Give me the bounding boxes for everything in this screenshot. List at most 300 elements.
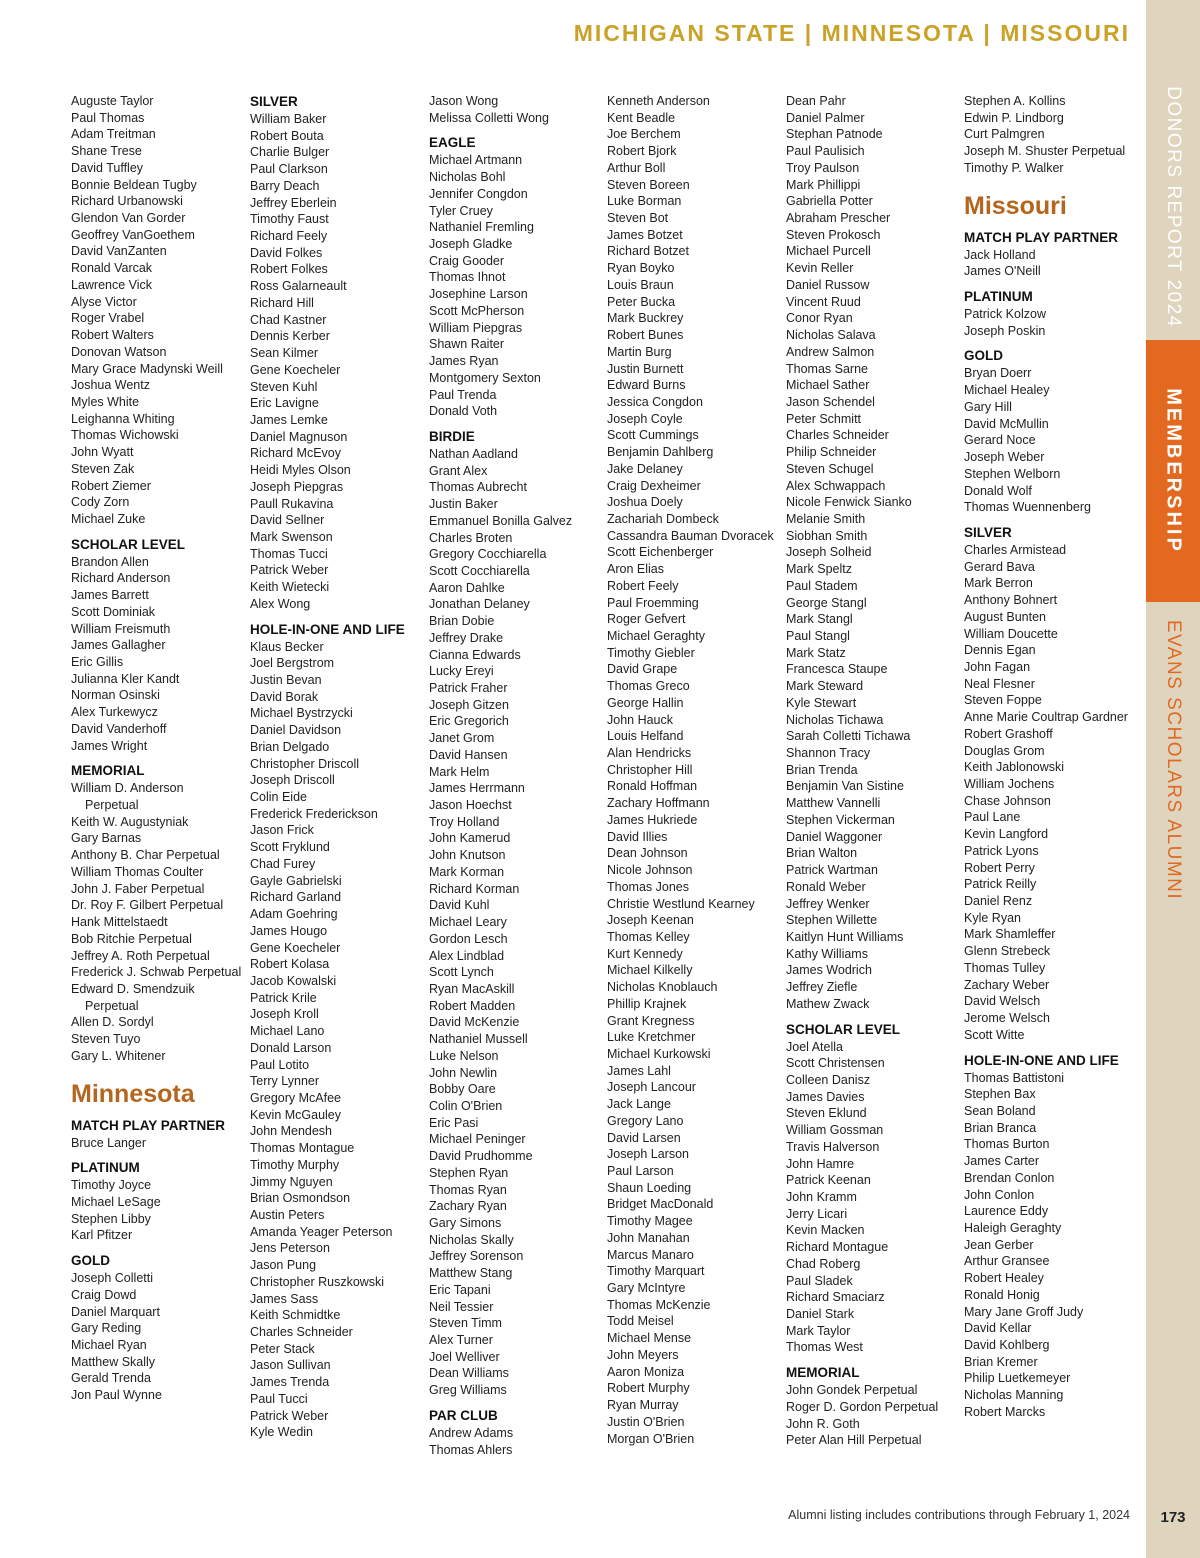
donor-name: Dean Johnson (607, 846, 688, 861)
donor-name: Alan Hendricks (607, 746, 692, 761)
donor-name: Steven Schugel (786, 461, 874, 476)
donor-name: Paul Stangl (786, 629, 850, 643)
donor-name: Christopher Hill (607, 762, 693, 777)
donor-name: Michael Sather (786, 378, 870, 393)
donor-name: Shannon Tracy (786, 746, 871, 761)
donor-name: Joseph Solheid (786, 545, 872, 560)
donor-name: David Larsen (607, 1130, 681, 1145)
donor-name: Alex Wong (250, 596, 311, 611)
donor-name: Mathew Zwack (786, 996, 870, 1011)
donor-name: John Meyers (607, 1347, 679, 1362)
donor-name: Eric Gregorich (429, 714, 509, 729)
donor-name: Greg Williams (429, 1383, 507, 1398)
donor-name: Jason Hoechst (429, 798, 512, 813)
donor-name: James Barrett (71, 588, 149, 603)
donor-name: Lawrence Vick (71, 277, 153, 292)
donor-name: Abraham Prescher (786, 211, 891, 226)
sidebar-alumni-label: EVANS SCHOLARS ALUMNI (1163, 619, 1184, 901)
donor-name: David Borak (250, 689, 319, 704)
donor-name: Mary Grace Madynski Weill (71, 361, 223, 376)
donor-name: John Wyatt (71, 445, 134, 460)
level-heading: GOLD (71, 1253, 110, 1269)
donor-name: William Freismuth (71, 621, 171, 636)
donor-name: Roger Gefvert (607, 612, 686, 627)
donor-name: James O'Neill (964, 264, 1041, 279)
donor-name: Shane Trese (71, 144, 142, 159)
donor-name: Joseph Piepgras (250, 479, 344, 494)
donor-name: Richard Urbanowski (71, 194, 183, 209)
donor-name: Todd Meisel (607, 1314, 674, 1329)
donor-name: Joseph Gitzen (429, 697, 509, 712)
donor-name: Timothy Faust (250, 212, 329, 227)
donor-name: Stephen Willette (786, 913, 878, 928)
donor-name: Arthur Gransee (964, 1254, 1050, 1269)
level-heading: MATCH PLAY PARTNER (964, 229, 1119, 245)
donor-name: Bridget MacDonald (607, 1197, 714, 1212)
donor-name: Michael Mense (607, 1331, 692, 1346)
donor-name: Jason Wong (429, 94, 499, 108)
donor-name: Paul Paulisich (786, 144, 865, 159)
donor-name: Robert Ziemer (71, 478, 151, 493)
donor-name: Jean Gerber (964, 1237, 1034, 1252)
donor-name: Thomas Tulley (964, 960, 1046, 975)
column-1 (71, 93, 243, 1404)
donor-name: Scott Christensen (786, 1056, 885, 1071)
donor-name: Troy Paulson (786, 160, 860, 175)
donor-name: William Jochens (964, 777, 1055, 791)
donor-name: Patrick Weber (250, 563, 329, 578)
donor-name: Gary Hill (964, 399, 1012, 414)
donor-name: Thomas Sarne (786, 361, 868, 376)
donor-name: Nicholas Knoblauch (607, 980, 718, 995)
donor-name: John Knutson (429, 848, 506, 863)
donor-name: Joshua Wentz (71, 378, 150, 393)
donor-name: Gerard Noce (964, 433, 1036, 448)
donor-name: Jon Paul Wynne (71, 1388, 162, 1403)
donor-name: Steven Eklund (786, 1106, 867, 1121)
donor-name: Julianna Kler Kandt (71, 671, 180, 686)
donor-name: Anthony Bohnert (964, 593, 1058, 608)
donor-name: Brandon Allen (71, 554, 149, 569)
donor-name: Joe Berchem (607, 127, 681, 142)
donor-name: Joseph Larson (607, 1147, 690, 1162)
donor-name: Benjamin Dahlberg (607, 445, 714, 460)
donor-name: John R. Goth (786, 1416, 860, 1431)
donor-name: Ross Galarneault (250, 279, 347, 294)
donor-name: Thomas Jones (607, 879, 689, 894)
donor-name: Gayle Gabrielski (250, 873, 342, 888)
donor-name: Paul Froemming (607, 595, 699, 610)
donor-name: Joel Atella (786, 1039, 843, 1054)
donor-name: Luke Borman (607, 194, 682, 209)
donor-name: Donald Voth (429, 404, 498, 419)
donor-name: Michael Artmann (429, 153, 523, 168)
donor-name: David Tuffley (71, 160, 144, 175)
donor-name: Myles White (71, 394, 140, 409)
donor-name: Austin Peters (250, 1208, 325, 1222)
donor-name: Scott Cummings (607, 428, 699, 443)
donor-name: Richard Korman (429, 881, 520, 896)
donor-name: Matthew Vannelli (786, 796, 881, 811)
donor-name: Michael Healey (964, 383, 1050, 398)
donor-name: Daniel Russow (786, 277, 870, 292)
donor-name: Neil Tessier (429, 1299, 494, 1314)
level-heading: MATCH PLAY PARTNER (71, 1117, 226, 1133)
level-heading: SILVER (964, 524, 1012, 540)
donor-name: August Bunten (964, 609, 1047, 624)
donor-name: Steven Zak (71, 461, 135, 476)
donor-name: Scott Lynch (429, 965, 494, 980)
donor-name: Martin Burg (607, 344, 672, 359)
sidebar-report-label: DONORS REPORT 2024 (1163, 86, 1184, 328)
donor-name: Thomas Kelley (607, 929, 690, 944)
donor-name: Barry Deach (250, 178, 320, 193)
donor-name: Brian Branca (964, 1120, 1037, 1135)
donor-name: Aaron Dahlke (429, 580, 505, 595)
donor-name: Zachariah Dombeck (607, 511, 719, 526)
donor-name: Jason Sullivan (250, 1358, 331, 1373)
donor-name: Robert Feely (607, 578, 679, 593)
donor-name: Luke Kretchmer (607, 1030, 696, 1045)
donor-name: Kathy Williams (786, 946, 868, 961)
donor-name: Gary L. Whitener (71, 1048, 166, 1063)
level-heading: HOLE-IN-ONE AND LIFE (250, 621, 405, 637)
donor-name: Jason Pung (250, 1258, 317, 1273)
donor-name: Charles Armistead (964, 542, 1067, 557)
donor-name: Brendan Conlon (964, 1170, 1055, 1185)
donor-name: James Botzet (607, 227, 683, 242)
donor-name: Paul Clarkson (250, 162, 328, 177)
donor-name: Andrew Adams (429, 1425, 514, 1440)
donor-name: Daniel Renz (964, 894, 1033, 909)
donor-name: Nathan Aadland (429, 446, 518, 461)
donor-name: Robert Bunes (607, 328, 684, 343)
donor-name: Emmanuel Bonilla Galvez (429, 513, 573, 528)
donor-name: Stephen Welborn (964, 466, 1061, 481)
donor-name: James Gallagher (71, 638, 166, 653)
donor-name: Gary Barnas (71, 831, 142, 846)
donor-name: John Newlin (429, 1065, 498, 1080)
donor-name: Cody Zorn (71, 495, 130, 510)
level-heading: SCHOLAR LEVEL (786, 1021, 901, 1037)
donor-name: Kevin Reller (786, 261, 854, 276)
donor-name: Travis Halverson (786, 1139, 880, 1154)
donor-name: James Ryan (429, 354, 499, 369)
donor-name: Geoffrey VanGoethem (71, 227, 195, 242)
donor-name: Klaus Becker (250, 639, 324, 654)
donor-name: Thomas Ryan (429, 1182, 507, 1197)
donor-name: Christie Westlund Kearney (607, 896, 755, 911)
donor-name: Gene Koecheler (250, 362, 341, 377)
donor-name: Joseph Weber (964, 450, 1045, 465)
donor-name: Gordon Lesch (429, 931, 508, 946)
donor-name: Brian Trenda (786, 762, 858, 777)
donor-name: Glendon Van Gorder (71, 211, 186, 226)
donor-name: Jeffrey Drake (429, 630, 504, 645)
donor-name: Patrick Fraher (429, 681, 508, 695)
donor-name: John Manahan (607, 1230, 690, 1245)
donor-name: James Wodrich (786, 963, 872, 978)
column-3 (429, 93, 601, 1458)
donor-name: Mark Berron (964, 576, 1033, 591)
donor-name: David Kohlberg (964, 1338, 1050, 1352)
donor-name: Edward Burns (607, 378, 686, 393)
donor-name: Ronald Weber (786, 879, 866, 894)
donor-name: Marcus Manaro (607, 1247, 694, 1262)
donor-name: Nicole Fenwick Sianko (786, 495, 912, 510)
sidebar-tab (1146, 0, 1200, 1558)
donor-name: Siobhan Smith (786, 528, 868, 543)
donor-name: Aaron Moniza (607, 1364, 685, 1379)
donor-name: Kyle Ryan (964, 910, 1021, 925)
donor-name: Daniel Waggoner (786, 829, 883, 844)
donor-name: Jennifer Congdon (429, 186, 528, 201)
donor-name: Mark Korman (429, 864, 505, 879)
donor-name: Mark Statz (786, 645, 846, 660)
donor-name: David Hansen (429, 747, 508, 762)
donor-name: Charles Schneider (786, 428, 889, 443)
donor-name: Bruce Langer (71, 1135, 147, 1150)
donor-name: Thomas Burton (964, 1137, 1050, 1152)
donor-name: Mark Speltz (786, 562, 852, 577)
donor-name: Robert Bouta (250, 128, 324, 143)
donor-name: Patrick Keenan (786, 1173, 871, 1188)
donor-name: Perpetual (85, 798, 139, 813)
donor-name: Haleigh Geraghty (964, 1220, 1062, 1235)
donor-name: Timothy P. Walker (964, 160, 1064, 175)
donor-name: Matthew Skally (71, 1354, 156, 1369)
donor-name: Craig Dowd (71, 1287, 137, 1302)
donor-name: John Hauck (607, 712, 674, 727)
donor-name: Robert Madden (429, 998, 516, 1013)
donor-name: Richard Botzet (607, 244, 689, 259)
donor-name: Keith W. Augustyniak (71, 814, 189, 829)
level-heading: GOLD (964, 348, 1003, 364)
donor-name: Patrick Weber (250, 1408, 329, 1423)
donor-name: Thomas Ihnot (429, 270, 506, 285)
donor-name: Joseph Gladke (429, 237, 513, 252)
donor-name: Kevin Langford (964, 827, 1049, 842)
donor-name: Colleen Danisz (786, 1072, 871, 1087)
donor-name: Robert Grashoff (964, 726, 1053, 741)
donor-name: Richard McEvoy (250, 446, 341, 461)
column-4 (607, 93, 779, 1447)
donor-name: Keith Jablonowski (964, 760, 1065, 775)
donor-name: Thomas Ahlers (429, 1442, 513, 1457)
donor-name: Thomas Montague (250, 1141, 355, 1156)
donor-name: Patrick Krile (250, 990, 317, 1005)
donor-name: Lucky Ereyi (429, 664, 494, 679)
donor-name: Robert Kolasa (250, 957, 330, 972)
donor-name: Joseph Coyle (607, 411, 683, 426)
level-heading: MEMORIAL (71, 763, 145, 779)
donor-name: Colin O'Brien (429, 1098, 503, 1113)
donor-name: Bryan Doerr (964, 366, 1032, 381)
donor-name: Justin Baker (429, 497, 498, 512)
donor-name: Jack Lange (607, 1097, 671, 1112)
donor-name: Kevin McGauley (250, 1107, 342, 1122)
donor-name: James Davies (786, 1089, 865, 1104)
donor-name: Mark Stangl (786, 612, 853, 627)
donor-name: Patrick Lyons (964, 843, 1039, 858)
donor-name: Richard Feely (250, 229, 328, 244)
donor-name: Brian Delgado (250, 739, 330, 754)
donor-name: Thomas Battistoni (964, 1070, 1065, 1085)
donor-name: Melissa Colletti Wong (429, 110, 549, 125)
donor-name: Nicole Johnson (607, 863, 693, 878)
donor-name: Robert Marcks (964, 1404, 1046, 1419)
donor-name: Leighanna Whiting (71, 411, 175, 426)
donor-name: Jeffrey Eberlein (250, 195, 337, 210)
donor-name: David Welsch (964, 994, 1041, 1009)
donor-name: Eric Gillis (71, 655, 124, 669)
donor-name: Timothy Murphy (250, 1157, 340, 1172)
donor-name: Joel Welliver (429, 1349, 500, 1364)
donor-name: Ryan MacAskill (429, 981, 515, 996)
donor-name: Joseph Kroll (250, 1007, 319, 1022)
donor-name: Joseph Colletti (71, 1271, 153, 1286)
donor-name: Peter Stack (250, 1341, 315, 1356)
donor-name: Steven Foppe (964, 693, 1042, 708)
level-heading: PLATINUM (71, 1160, 140, 1176)
donor-name: Jeffrey Wenker (786, 896, 870, 911)
donor-name: Aron Elias (607, 562, 664, 577)
donor-name: Janet Grom (429, 731, 495, 746)
donor-name: Michael Leary (429, 915, 507, 930)
donor-name: Paul Stadem (786, 578, 858, 593)
state-heading: Missouri (964, 191, 1067, 220)
donor-name: Gary Simons (429, 1216, 502, 1230)
donor-name: Paull Rukavina (250, 496, 334, 511)
donor-name: Brian Kremer (964, 1354, 1038, 1369)
donor-name: Gary McIntyre (607, 1281, 686, 1296)
donor-name: Peter Bucka (607, 294, 676, 309)
donor-name: Michael Bystrzycki (250, 706, 353, 721)
donor-name: Stephen A. Kollins (964, 94, 1066, 108)
donor-name: Scott Fryklund (250, 840, 330, 855)
donor-name: Jimmy Nguyen (250, 1174, 333, 1189)
donor-name: Ryan Boyko (607, 261, 675, 276)
donor-name: Amanda Yeager Peterson (250, 1224, 393, 1239)
donor-name: Roger Vrabel (71, 311, 145, 326)
donor-name: Michael Kilkelly (607, 963, 693, 978)
donor-name: Tyler Cruey (429, 203, 493, 218)
donor-name: Curt Palmgren (964, 127, 1045, 142)
donor-name: Charlie Bulger (250, 145, 330, 160)
donor-name: Alex Schwappach (786, 478, 886, 493)
donor-name: Hank Mittelstaedt (71, 915, 168, 930)
donor-name: Nathaniel Mussell (429, 1032, 528, 1047)
donor-name: Conor Ryan (786, 311, 853, 326)
donor-name: Edward D. Smendzuik (71, 981, 195, 996)
donor-name: Jerry Licari (786, 1206, 848, 1221)
donor-name: Richard Montague (786, 1240, 889, 1255)
donor-name: Craig Gooder (429, 253, 505, 268)
donor-name: Jake Delaney (607, 461, 683, 476)
donor-name: Gene Koecheler (250, 940, 341, 955)
donor-name: James Herrmann (429, 781, 525, 796)
donor-name: Louis Helfand (607, 729, 684, 744)
donor-name: Thomas Wichowski (71, 428, 179, 443)
donor-name: Scott Eichenberger (607, 545, 714, 560)
donor-name: John Fagan (964, 659, 1031, 674)
donor-name: Auguste Taylor (71, 94, 154, 108)
footer-note: Alumni listing includes contributions through February 1, 2024 (788, 1508, 1130, 1522)
donor-name: David Folkes (250, 245, 323, 260)
donor-name: Paul Trenda (429, 387, 497, 402)
donor-name: Glenn Strebeck (964, 944, 1051, 959)
donor-name: Bob Ritchie Perpetual (71, 931, 192, 946)
level-heading: SCHOLAR LEVEL (71, 536, 186, 552)
donor-name: Ronald Hoffman (607, 779, 698, 794)
donor-name: Michael Ryan (71, 1338, 147, 1352)
donor-name: William D. Anderson (71, 781, 184, 796)
donor-name: Justin Burnett (607, 361, 684, 376)
donor-name: Vincent Ruud (786, 294, 861, 309)
donor-name: Eric Pasi (429, 1115, 479, 1130)
donor-name: Chase Johnson (964, 793, 1051, 808)
donor-name: Mary Jane Groff Judy (964, 1304, 1084, 1319)
donor-name: Scott Witte (964, 1027, 1025, 1042)
donor-name: Andrew Salmon (786, 344, 875, 359)
level-heading: PLATINUM (964, 289, 1033, 305)
donor-name: Steven Tuyo (71, 1032, 141, 1047)
donor-name: Gerald Trenda (71, 1371, 151, 1386)
donor-name: Gregory Lano (607, 1113, 684, 1128)
donor-name: Timothy Joyce (71, 1178, 152, 1193)
column-6 (964, 93, 1136, 1421)
donor-name: Robert Perry (964, 860, 1035, 875)
donor-name: Steven Kuhl (250, 379, 318, 394)
state-heading: Minnesota (71, 1079, 195, 1108)
donor-name: Charles Schneider (250, 1325, 353, 1340)
donor-name: Karl Pfitzer (71, 1228, 133, 1243)
donor-name: Cassandra Bauman Dvoracek (607, 528, 774, 543)
donor-name: Jens Peterson (250, 1241, 330, 1256)
donor-name: Arthur Boll (607, 160, 666, 175)
donor-name: Mark Shamleffer (964, 927, 1056, 942)
donor-name: Jack Holland (964, 247, 1036, 262)
donor-name: Brian Walton (786, 846, 858, 861)
page-header-title: MICHIGAN STATE | MINNESOTA | MISSOURI (573, 20, 1130, 46)
donor-name: Gary Reding (71, 1321, 142, 1336)
donor-name: Nicholas Tichawa (786, 712, 884, 727)
donor-name: Justin O'Brien (607, 1414, 685, 1429)
donor-name: Cianna Edwards (429, 647, 521, 662)
donor-name: Mark Steward (786, 679, 864, 694)
donor-name: Jeffrey A. Roth Perpetual (71, 948, 210, 963)
donor-name: Jerome Welsch (964, 1011, 1050, 1026)
donor-name: Thomas Aubrecht (429, 480, 527, 495)
donor-name: George Hallin (607, 695, 684, 710)
donor-name: Thomas West (786, 1340, 863, 1355)
donor-name: Norman Osinski (71, 688, 160, 703)
donor-name: John J. Faber Perpetual (71, 881, 205, 896)
donor-name: Steven Timm (429, 1316, 502, 1331)
donor-name: Phillip Krajnek (607, 996, 687, 1011)
donor-name: Robert Murphy (607, 1381, 690, 1396)
donor-name: Justin Bevan (250, 673, 322, 687)
donor-name: Kurt Kennedy (607, 946, 683, 961)
donor-name: David McKenzie (429, 1015, 520, 1030)
donor-name: Charles Broten (429, 530, 513, 545)
donor-name: Brian Dobie (429, 614, 495, 629)
donor-name: Kyle Stewart (786, 695, 857, 710)
donor-name: Neal Flesner (964, 676, 1035, 691)
column-5 (786, 93, 958, 1449)
donor-name: Daniel Palmer (786, 110, 865, 125)
donor-name: Patrick Kolzow (964, 307, 1046, 322)
